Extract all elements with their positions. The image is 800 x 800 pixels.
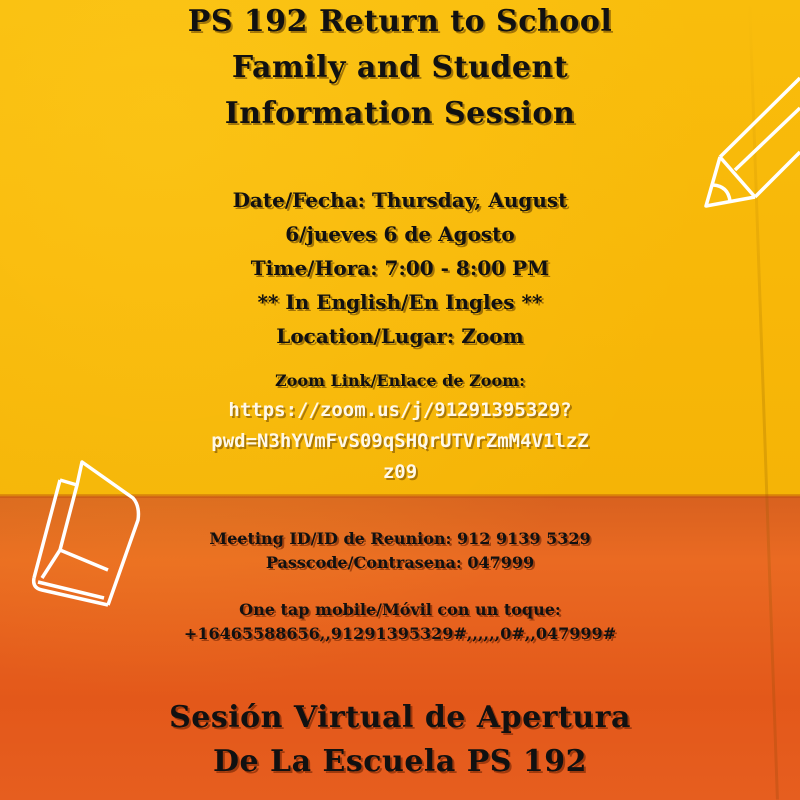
zoom-link-label: Zoom Link/Enlace de Zoom: <box>275 371 525 390</box>
passcode: Passcode/Contrasena: 047999 <box>265 553 535 572</box>
date-line-2: 6/jueves 6 de Agosto <box>285 222 515 246</box>
time-line: Time/Hora: 7:00 - 8:00 PM <box>250 256 550 280</box>
meeting-id: Meeting ID/ID de Reunion: 912 9139 5329 <box>209 529 591 548</box>
location-line: Location/Lugar: Zoom <box>276 324 524 348</box>
footer-line-1: Sesión Virtual de Apertura <box>169 700 631 735</box>
one-tap-label: One tap mobile/Móvil con un toque: <box>239 600 561 619</box>
title-line-2: Family and Student <box>231 50 569 85</box>
one-tap-number: +16465588656,,91291395329#,,,,,,0#,,047999# <box>183 624 617 643</box>
zoom-link-line-3[interactable]: z09 <box>382 461 418 483</box>
language-line: ** In English/En Ingles ** <box>257 290 543 314</box>
pencil-icon <box>680 60 800 210</box>
title-line-3: Information Session <box>224 96 576 131</box>
date-line-1: Date/Fecha: Thursday, August <box>232 188 568 212</box>
book-icon <box>20 450 160 610</box>
title-line-1: PS 192 Return to School <box>187 4 613 39</box>
zoom-link-line-2[interactable]: pwd=N3hYVmFvS09qSHQrUTVrZmM4V1lzZ <box>211 430 589 452</box>
footer-line-2: De La Escuela PS 192 <box>212 744 587 779</box>
zoom-link-line-1[interactable]: https://zoom.us/j/91291395329? <box>228 399 572 421</box>
